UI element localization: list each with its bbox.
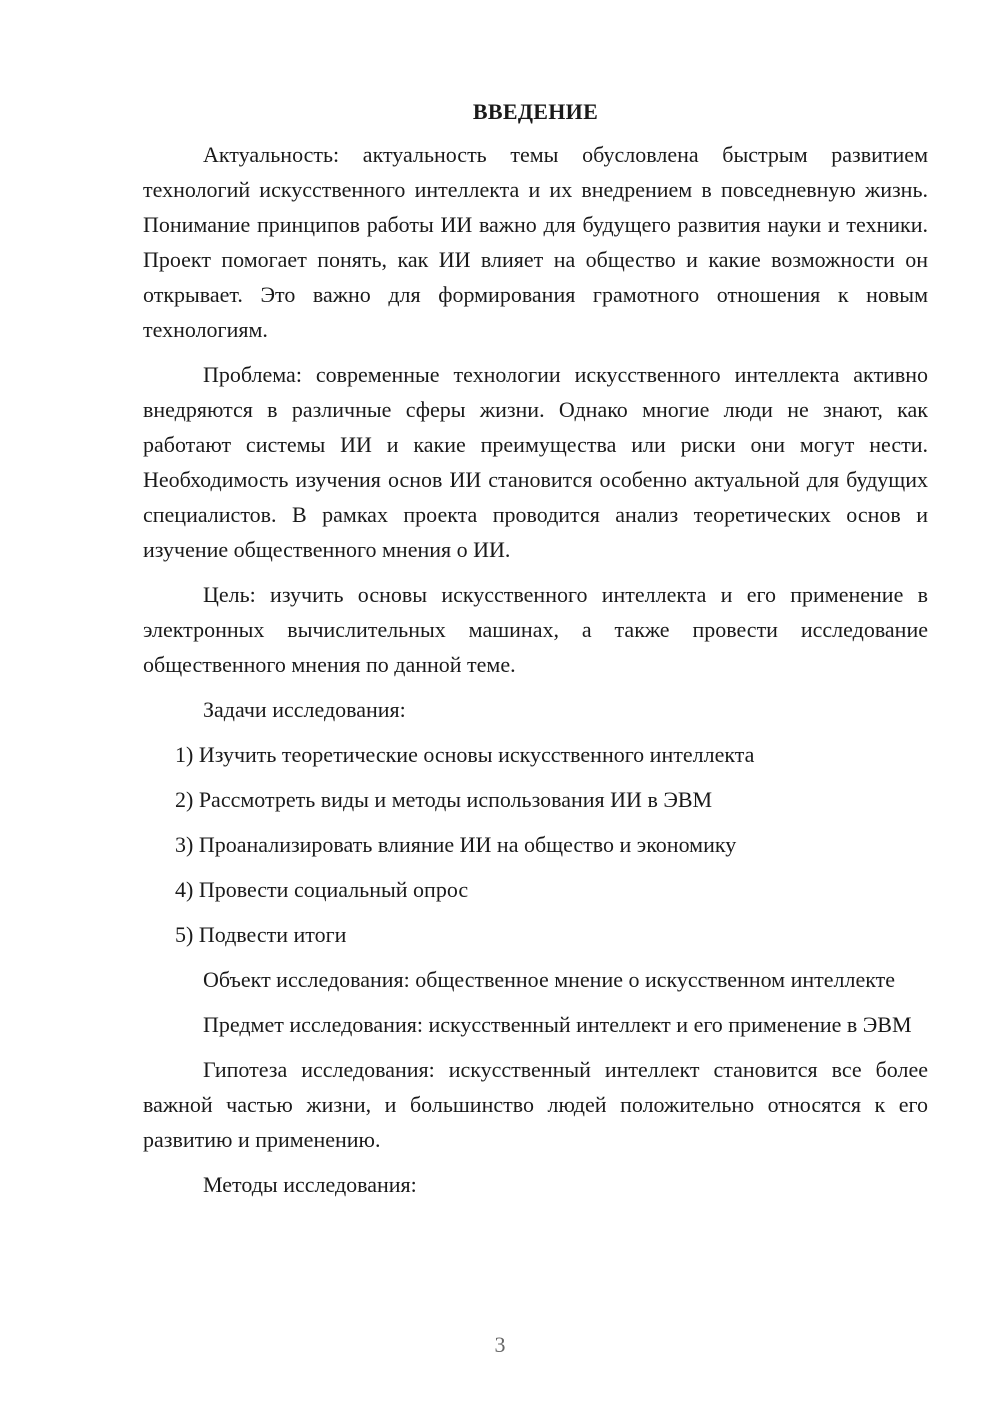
page-number: 3 <box>494 1332 506 1357</box>
section-heading: ВВЕДЕНИЕ <box>472 99 599 124</box>
list-item: 4) Провести социальный опрос <box>175 877 469 902</box>
object-paragraph: Объект исследования: общественное мнение о искусственном интеллекте <box>203 967 896 992</box>
page-content <box>143 94 928 1212</box>
tasks-title: Задачи исследования: <box>203 697 406 722</box>
list-item: 5) Подвести итоги <box>175 922 347 947</box>
methods-paragraph: Методы исследования: <box>203 1172 417 1197</box>
problem-paragraph: Проблема: современные технологии искусственного интеллекта активно внедряются в различные сферы жизни. Однако многие люди не знают, как работают системы ИИ и какие преимущества или риски они могут нести. Необходимость изучения основ ИИ становится особенно актуальной для будущих специалистов. В рамках проекта проводится анализ теоретических основ и изучение общественного мнения о ИИ. <box>143 362 928 562</box>
list-item: 2) Рассмотреть виды и методы использования ИИ в ЭВМ <box>175 787 713 812</box>
list-item: 3) Проанализировать влияние ИИ на общество и экономику <box>175 832 737 857</box>
relevance-paragraph: Актуальность: актуальность темы обусловлена быстрым развитием технологий искусственного интеллекта и их внедрением в повседневную жизнь. Понимание принципов работы ИИ важно для будущего развития науки и техники. Проект помогает понять, как ИИ влияет на общество и какие возможности он открывает. Это важно для формирования грамотного отношения к новым технологиям. <box>143 142 928 342</box>
hypothesis-paragraph: Гипотеза исследования: искусственный интеллект становится все более важной частью жизни, и большинство людей положительно относятся к его развитию и применению. <box>143 1057 928 1152</box>
tasks-list <box>143 737 928 952</box>
subject-paragraph: Предмет исследования: искусственный интеллект и его применение в ЭВМ <box>203 1012 912 1037</box>
list-item: 1) Изучить теоретические основы искусственного интеллекта <box>175 742 755 767</box>
goal-paragraph: Цель: изучить основы искусственного интеллекта и его применение в электронных вычислительных машинах, а также провести исследование общественного мнения по данной теме. <box>143 582 928 677</box>
